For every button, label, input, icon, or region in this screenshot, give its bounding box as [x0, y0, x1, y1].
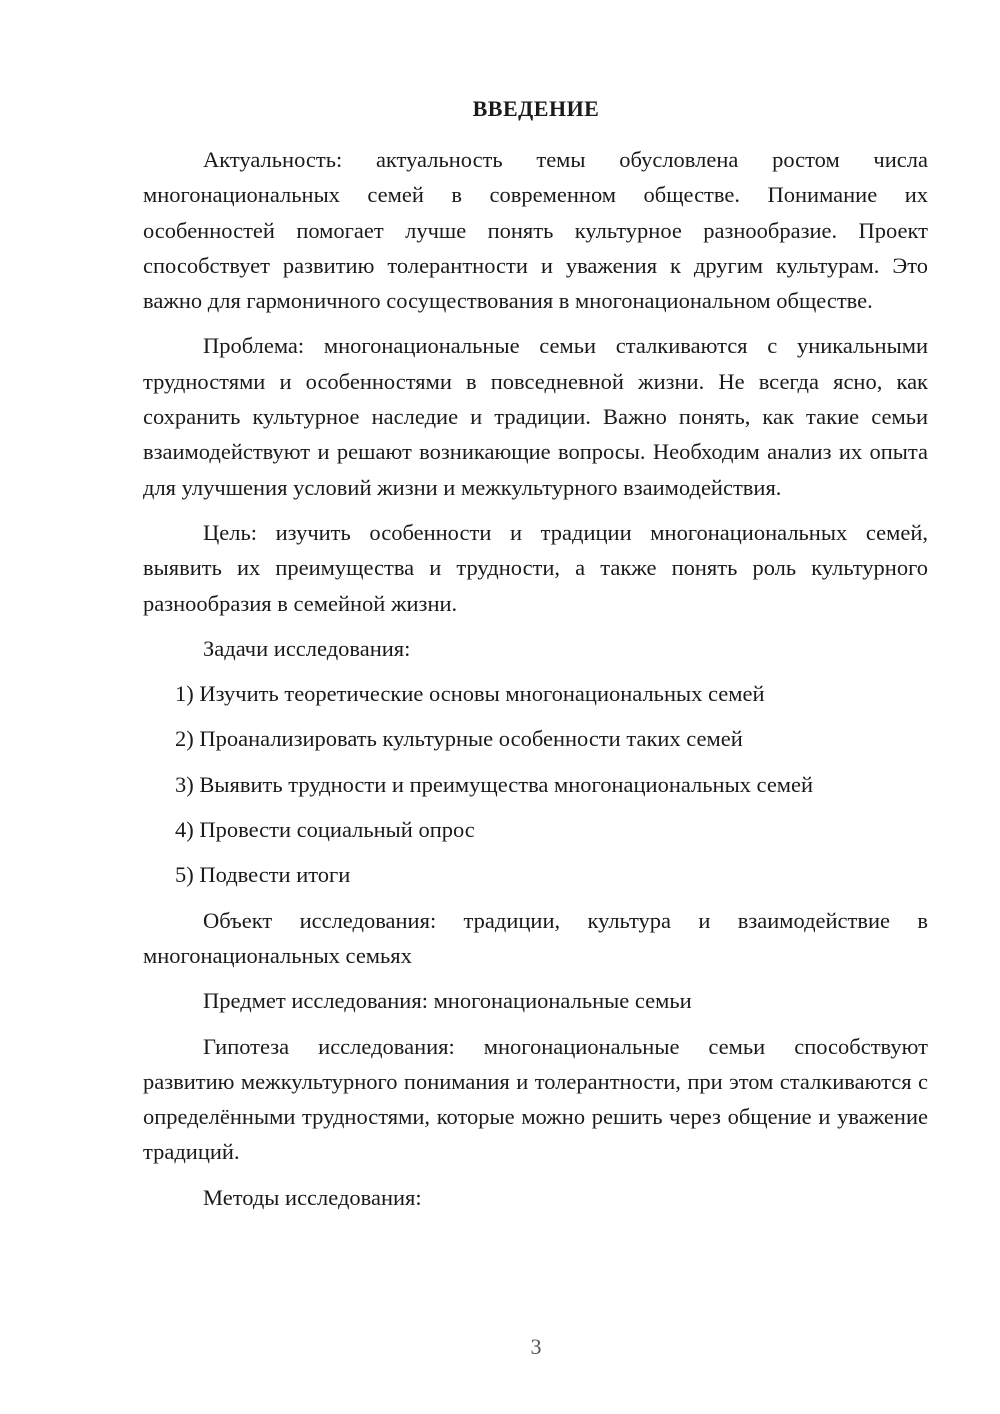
task-item: 4) Провести социальный опрос [175, 817, 475, 843]
task-item: 2) Проанализировать культурные особенности таких семей [175, 726, 743, 752]
subject-paragraph: Предмет исследования: многонациональные семьи [203, 988, 692, 1014]
page-title: ВВЕДЕНИЕ [472, 96, 600, 121]
task-item: 1) Изучить теоретические основы многонациональных семей [175, 681, 765, 707]
relevance-paragraph: Актуальность: актуальность темы обусловлена ростом числа многонациональных семей в современном обществе. Понимание их особенностей помогает лучше понять культурное разнообразие. Проект способствует развитию толерантности и уважения к другим культурам. Это важно для гармоничного сосуществования в многонациональном обществе. [143, 147, 928, 314]
task-item: 5) Подвести итоги [175, 862, 351, 888]
tasks-heading: Задачи исследования: [203, 635, 411, 661]
page-number: 3 [530, 1334, 542, 1359]
body-text [143, 142, 928, 1225]
goal-paragraph: Цель: изучить особенности и традиции многонациональных семей, выявить их преимущества и трудности, а также понять роль культурного разнообразия в семейной жизни. [143, 519, 928, 616]
problem-paragraph: Проблема: многонациональные семьи сталкиваются с уникальными трудностями и особенностями в повседневной жизни. Не всегда ясно, как сохранить культурное наследие и традиции. Важно понять, как такие семьи взаимодействуют и решают возникающие вопросы. Необходим анализ их опыта для улучшения условий жизни и межкультурного взаимодействия. [143, 333, 928, 500]
methods-heading: Методы исследования: [203, 1184, 422, 1210]
task-item: 3) Выявить трудности и преимущества многонациональных семей [175, 771, 814, 797]
hypothesis-paragraph: Гипотеза исследования: многонациональные семьи способствуют развитию межкультурного понимания и толерантности, при этом сталкиваются с определёнными трудностями, которые можно решить через общение и уважение традиций. [143, 1033, 928, 1165]
object-paragraph: Объект исследования: традиции, культура и взаимодействие в многонациональных семьях [143, 907, 928, 968]
